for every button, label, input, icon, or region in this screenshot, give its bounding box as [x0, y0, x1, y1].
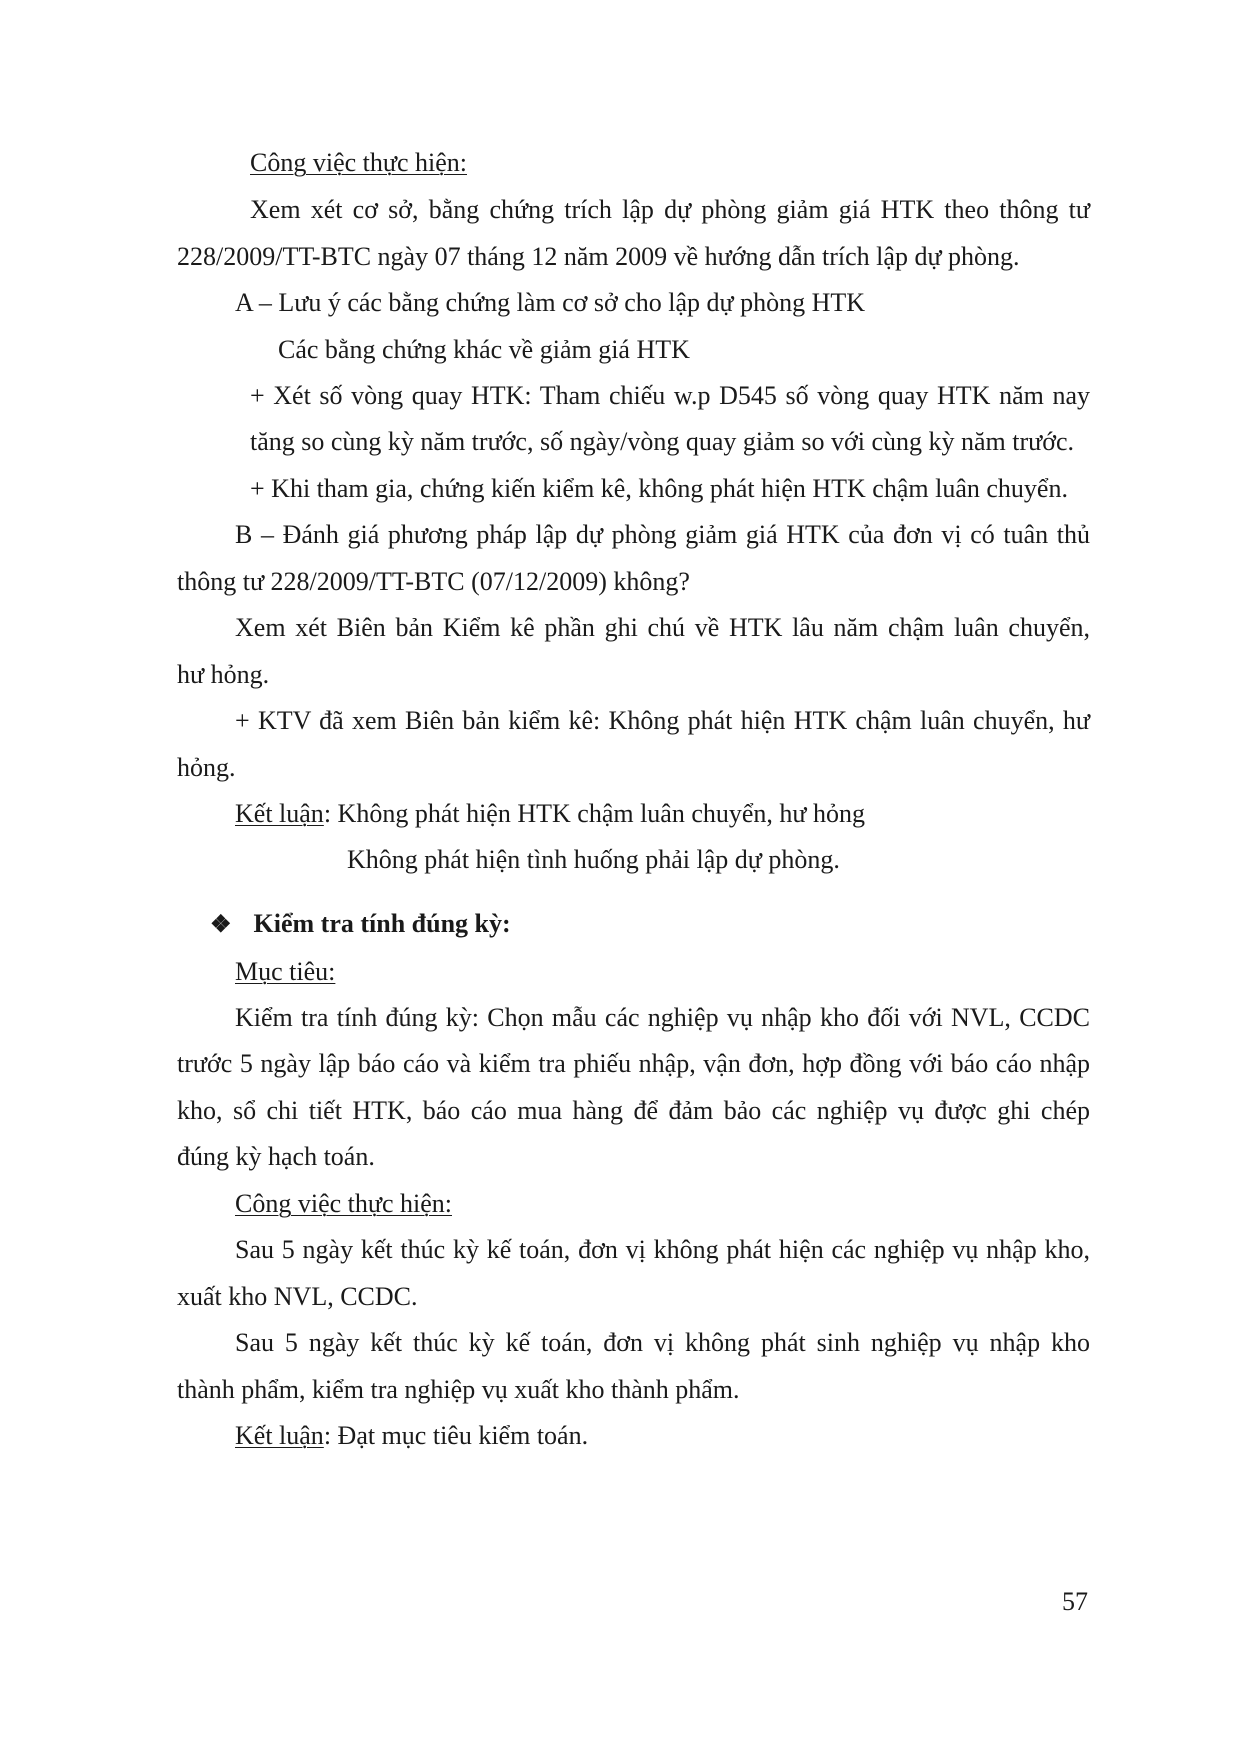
- item-b-line: thông tư 228/2009/TT-BTC (07/12/2009) không?: [177, 567, 690, 596]
- conclusion-text: : Không phát hiện HTK chậm luân chuyển, hư hỏng: [323, 799, 866, 828]
- paragraph-line: xuất kho NVL, CCDC.: [177, 1282, 418, 1311]
- work-performed-heading: Công việc thực hiện:: [250, 148, 467, 177]
- paragraph-line: kho, sổ chi tiết HTK, báo cáo mua hàng để đảm bảo các nghiệp vụ được ghi chép: [177, 1096, 1090, 1125]
- paragraph-line: đúng kỳ hạch toán.: [177, 1142, 375, 1171]
- paragraph-line: Xem xét cơ sở, bằng chứng trích lập dự phòng giảm giá HTK theo thông tư: [250, 195, 1090, 224]
- conclusion-label: Kết luận: [235, 799, 324, 828]
- section-heading-text: Kiểm tra tính đúng kỳ:: [253, 909, 511, 938]
- paragraph-line: trước 5 ngày lập báo cáo và kiểm tra phiếu nhập, vận đơn, hợp đồng với báo cáo nhập: [177, 1049, 1090, 1078]
- paragraph-line: 228/2009/TT-BTC ngày 07 tháng 12 năm 2009 về hướng dẫn trích lập dự phòng.: [177, 242, 1020, 271]
- conclusion-label: Kết luận: [235, 1421, 324, 1450]
- paragraph-line: Kiểm tra tính đúng kỳ: Chọn mẫu các nghiệp vụ nhập kho đối với NVL, CCDC: [235, 1003, 1090, 1032]
- conclusion-text: : Đạt mục tiêu kiểm toán.: [323, 1421, 589, 1450]
- page-number: 57: [1062, 1587, 1088, 1616]
- paragraph-line: Sau 5 ngày kết thúc kỳ kế toán, đơn vị không phát hiện các nghiệp vụ nhập kho,: [235, 1235, 1090, 1264]
- item-b-line: B – Đánh giá phương pháp lập dự phòng giảm giá HTK của đơn vị có tuân thủ: [235, 520, 1090, 549]
- conclusion-line: [235, 1419, 588, 1453]
- paragraph-line: Sau 5 ngày kết thúc kỳ kế toán, đơn vị không phát sinh nghiệp vụ nhập kho: [235, 1328, 1090, 1357]
- paragraph-line: hỏng.: [177, 753, 236, 782]
- bullet-line: tăng so cùng kỳ năm trước, số ngày/vòng quay giảm so với cùng kỳ năm trước.: [250, 427, 1075, 456]
- conclusion-line: [235, 797, 865, 831]
- section-heading: [210, 907, 511, 942]
- item-a-title: A – Lưu ý các bằng chứng làm cơ sở cho lập dự phòng HTK: [235, 288, 866, 317]
- paragraph-line: + KTV đã xem Biên bản kiểm kê: Không phát hiện HTK chậm luân chuyển, hư: [235, 706, 1090, 735]
- bullet-line: + Xét số vòng quay HTK: Tham chiếu w.p D545 số vòng quay HTK năm nay: [250, 381, 1090, 410]
- diamond-bullet-icon: ❖: [210, 912, 232, 938]
- objective-label: Mục tiêu:: [235, 957, 336, 986]
- conclusion-line: Không phát hiện tình huống phải lập dự phòng.: [347, 845, 840, 874]
- item-a-subtitle: Các bằng chứng khác về giảm giá HTK: [278, 335, 690, 364]
- paragraph-line: thành phẩm, kiểm tra nghiệp vụ xuất kho thành phẩm.: [177, 1375, 740, 1404]
- work-performed-heading: Công việc thực hiện:: [235, 1189, 452, 1218]
- paragraph-line: hư hỏng.: [177, 660, 270, 689]
- bullet-line: + Khi tham gia, chứng kiến kiểm kê, không phát hiện HTK chậm luân chuyển.: [250, 474, 1068, 503]
- paragraph-line: Xem xét Biên bản Kiểm kê phần ghi chú về HTK lâu năm chậm luân chuyển,: [235, 613, 1090, 642]
